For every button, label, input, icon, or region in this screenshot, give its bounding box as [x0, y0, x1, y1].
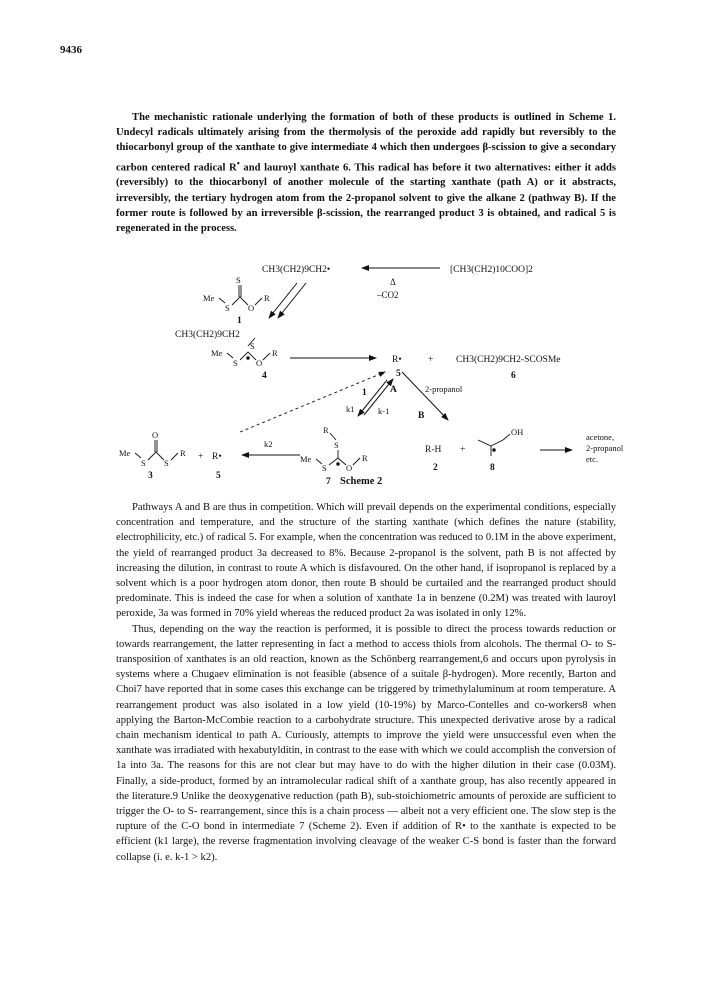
- svg-text:S: S: [236, 275, 241, 285]
- products-line-1: acetone,: [586, 432, 615, 442]
- svg-text:B: B: [418, 411, 425, 421]
- compound-7-label: 7: [326, 477, 331, 487]
- svg-text:5: 5: [216, 471, 221, 481]
- svg-text:k1: k1: [346, 404, 355, 414]
- svg-text:R: R: [362, 453, 368, 463]
- svg-text:R: R: [180, 448, 186, 458]
- svg-text:S: S: [334, 440, 339, 450]
- svg-text:Me: Me: [119, 448, 131, 458]
- paragraph-3: Thus, depending on the way the reaction is performed, it is possible to direct the process towards reduction or towards rearrangement, the latter representing in fact a method to access thiols from alcohols. The thermal O- to S- transposition of xanthates is an old reaction, known as the Schönberg rearrangement,6 and occurs upon pyrolysis in systems where a Chugaev elimination is not feasible (absence of a suitale β-hydrogen). More recently, Barton and Choi7 have reported that in some cases this exchange can be triggered by trimethylaluminum at room temperature. A rearrangement product was also isolated in a low yield (10-19%) by Marco-Contelles and co-workers8 when applying the Barton-McCombie reaction to a carbohydrate structure. This unexpected derivative arose by a radical chain mechanism identical to path A. Curiously, attempts to improve the yield were unsuccessful even when the xanthate was irradiated with hexabutylditin, in contrast to the ease with which we could accomplish the conversion of 1a into 3a. The reasons for this are not clear but may have to do with the higher dilution in their case (0.03M). Finally, a side-product, formed by an intramolecular radical shift of a xanthate group, has also recently appeared in the literature.9 Unlike the deoxygenative reduction (path B), sub-stoichiometric amounts of peroxide are sufficient to trigger the O- to S- rearrangement, since this is a chain process — albeit not a very efficient one. The slow step is the rupture of the C-O bond in intermediate 7 (Scheme 2). Even if addition of R• to the xanthate is expected to be efficient (k1 large), the reverse fragmentation involving cleavage of the weaker C-S bond is faster than the forward collapse (i. e. k-1 > k2).: [116, 623, 616, 863]
- intro-paragraph: The mechanistic rationale underlying the formation of both of these products is outlined in Scheme 1. Undecyl radicals ultimately arising from the thermolysis of the peroxide add rapidly but reversibly to the thiocarbonyl group of the xanthate to give intermediate 4 which then undergoes β-scission to give a secondary carbon centered radical R• and lauroyl xanthate 6. This radical has before it two alternatives: either it adds (reversibly) to the thiocarbonyl of another molecule of the starting xanthate (path A) or it abstracts, irreversibly, the tertiary hydrogen atom from the 2-propanol solvent to give the alkane 2 (pathway B). If the former route is followed by an irreversible β-scission, the rearranged product 3 is obtained, and radical 5 is regenerated in the process.: [116, 112, 617, 234]
- svg-text:Me: Me: [211, 348, 223, 358]
- svg-text:R: R: [264, 293, 270, 303]
- body-text: [116, 500, 616, 865]
- svg-text:S: S: [233, 358, 238, 368]
- scheme-title: Scheme 2: [340, 476, 383, 487]
- svg-text:1: 1: [362, 388, 367, 398]
- compound-8-label: 8: [490, 463, 495, 473]
- radical-5: R•: [392, 355, 402, 365]
- alkane-2: R-H: [425, 445, 442, 455]
- radical-8: [478, 427, 523, 456]
- undecyl-radical: CH3(CH2)9CH2•: [262, 265, 331, 275]
- compound-3-label: 3: [148, 471, 153, 481]
- svg-text:Me: Me: [203, 293, 215, 303]
- xanthate-1: [203, 275, 270, 313]
- lauroyl-xanthate-6: CH3(CH2)9CH2-SCOSMe: [456, 355, 561, 365]
- svg-text:–CO2: –CO2: [377, 290, 399, 300]
- svg-text:A: A: [390, 385, 397, 395]
- svg-text:S: S: [164, 458, 169, 468]
- undecyl-chain: CH3(CH2)9CH2: [175, 330, 240, 340]
- svg-text:2: 2: [433, 463, 438, 473]
- peroxide: [CH3(CH2)10COO]2: [450, 265, 533, 275]
- svg-text:OH: OH: [511, 427, 524, 437]
- svg-text:S: S: [250, 341, 255, 351]
- svg-text:O: O: [256, 358, 263, 368]
- svg-text:S: S: [322, 463, 327, 473]
- compound-1-label: 1: [237, 316, 242, 326]
- page-number: 9436: [60, 44, 82, 56]
- svg-text:Δ: Δ: [390, 277, 396, 287]
- products-line-3: etc.: [586, 454, 599, 464]
- svg-text:k2: k2: [264, 439, 273, 449]
- svg-text:S: S: [141, 458, 146, 468]
- compound-4-label: 4: [262, 371, 267, 381]
- svg-text:2-propanol: 2-propanol: [425, 384, 463, 394]
- svg-text:k-1: k-1: [378, 406, 390, 416]
- svg-text:S: S: [225, 303, 230, 313]
- svg-text:O: O: [248, 303, 255, 313]
- intermediate-7: [300, 425, 368, 473]
- compound-6-label: 6: [511, 371, 516, 381]
- compound-5-label: 5: [396, 369, 401, 379]
- svg-text:+: +: [428, 355, 434, 365]
- svg-text:Me: Me: [300, 454, 312, 464]
- svg-text:+: +: [460, 445, 466, 455]
- paragraph-2: Pathways A and B are thus in competition. Which will prevail depends on the experimental conditions, especially concentration and temperature, and the structure of the starting xanthate (which defines the nature (stability, electrophilicity, etc.) of radical 5. For example, when the concentration was reduced to 0.1M in the above experiment, the yield of rearranged product 3a decreased to 8%. Because 2-propanol is the solvent, path B is not affected by increasing the dilution, in contrast to route A which is disfavoured. On the other hand, if isopropanol is replaced by a solvent which is a poor hydrogen atom donor, then route B should be curtailed and the rearranged product should predominate. This is indeed the case for when a solution of xanthate 1a in benzene (0.2M) was treated with lauroyl peroxide, 3a was formed in 70% yield whereas the reduced product 2a was isolated in only 12%.: [116, 502, 616, 620]
- rearranged-product-3: [119, 430, 186, 468]
- svg-text:O: O: [346, 463, 353, 473]
- svg-text:+: +: [198, 452, 204, 462]
- svg-text:O: O: [152, 430, 159, 440]
- radical-R-5: R•: [212, 452, 222, 462]
- svg-text:R: R: [323, 425, 329, 435]
- intermediate-4: [211, 338, 278, 368]
- svg-text:R: R: [272, 348, 278, 358]
- products-line-2: 2-propanol: [586, 443, 624, 453]
